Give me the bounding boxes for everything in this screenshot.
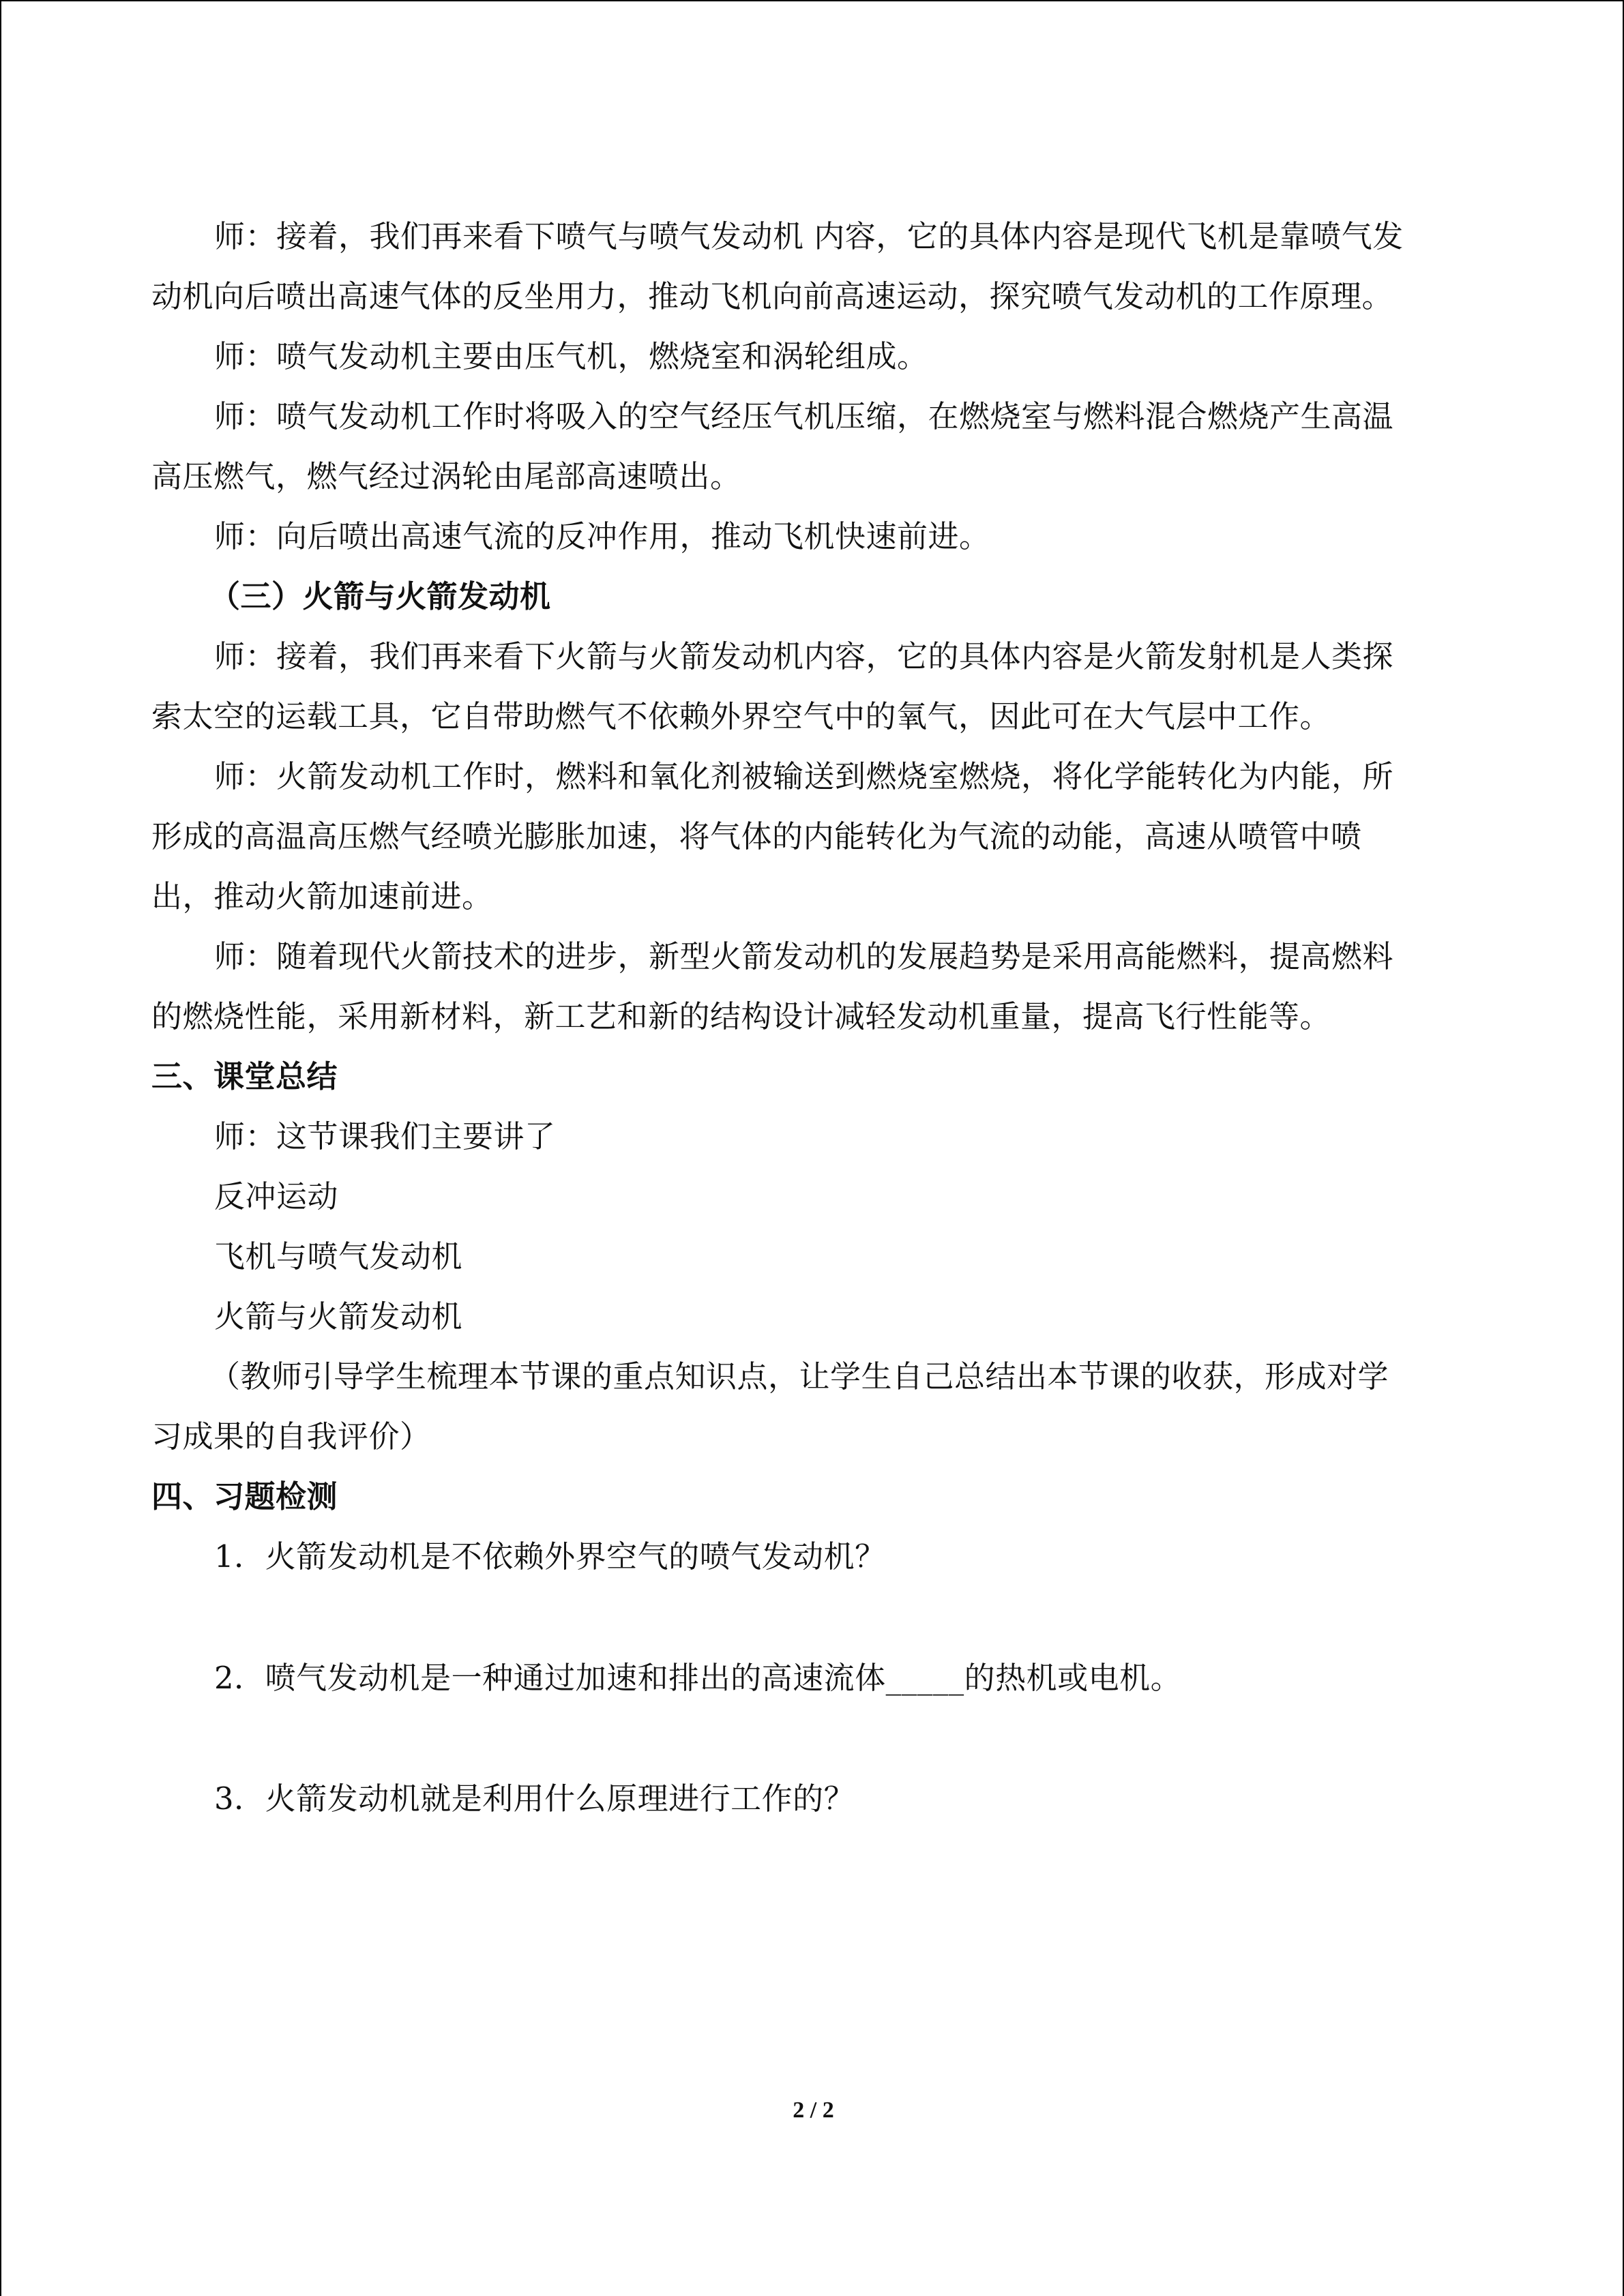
summary-item-jet: 飞机与喷气发动机 [214, 1238, 463, 1274]
paragraph-rocket-intro-line2: 索太空的运载工具，它自带助燃气不依赖外界空气中的氧气，因此可在大气层中工作。 [151, 698, 1331, 734]
paragraph-jet-engine-intro-line1: 师：接着，我们再来看下喷气与喷气发动机 内容，它的具体内容是现代飞机是靠喷气发 [214, 218, 1404, 254]
paragraph-jet-engine-working-line1: 师：喷气发动机工作时将吸入的空气经压气机压缩，在燃烧室与燃料混合燃烧产生高温 [214, 398, 1394, 434]
summary-item-recoil: 反冲运动 [214, 1178, 339, 1214]
summary-note-line2: 习成果的自我评价） [151, 1418, 431, 1455]
summary-intro: 师：这节课我们主要讲了 [214, 1118, 556, 1154]
exercise-question-1: 1．火箭发动机是不依赖外界空气的喷气发动机？ [214, 1538, 886, 1575]
exercise-question-2: 2．喷气发动机是一种通过加速和排出的高速流体_____的热机或电机。 [214, 1660, 1182, 1696]
section-heading-summary: 三、课堂总结 [151, 1058, 338, 1094]
exercise-question-3: 3．火箭发动机就是利用什么原理进行工作的？ [214, 1780, 855, 1817]
page-number: 2 / 2 [793, 2098, 834, 2123]
summary-item-rocket: 火箭与火箭发动机 [214, 1298, 463, 1335]
paragraph-rocket-intro-line1: 师：接着，我们再来看下火箭与火箭发动机内容，它的具体内容是火箭发射机是人类探 [214, 638, 1394, 674]
paragraph-rocket-working-line1: 师：火箭发动机工作时，燃料和氧化剂被输送到燃烧室燃烧，将化学能转化为内能，所 [214, 758, 1394, 794]
paragraph-jet-engine-working-line2: 高压燃气，燃气经过涡轮由尾部高速喷出。 [151, 458, 741, 494]
paragraph-rocket-working-line2: 形成的高温高压燃气经喷光膨胀加速，将气体的内能转化为气流的动能，高速从喷管中喷 [151, 818, 1362, 854]
summary-note-line1: （教师引导学生梳理本节课的重点知识点，让学生自己总结出本节课的收获，形成对学 [209, 1358, 1389, 1395]
paragraph-rocket-trend-line1: 师：随着现代火箭技术的进步，新型火箭发动机的发展趋势是采用高能燃料，提高燃料 [214, 938, 1394, 974]
section-heading-exercises: 四、习题检测 [151, 1478, 338, 1515]
paragraph-recoil-effect: 师：向后喷出高速气流的反冲作用，推动飞机快速前进。 [214, 518, 990, 554]
paragraph-rocket-working-line3: 出，推动火箭加速前进。 [151, 878, 493, 914]
paragraph-jet-engine-components: 师：喷气发动机主要由压气机，燃烧室和涡轮组成。 [214, 338, 928, 374]
subheading-rocket-engine: （三）火箭与火箭发动机 [209, 578, 551, 614]
paragraph-rocket-trend-line2: 的燃烧性能，采用新材料，新工艺和新的结构设计减轻发动机重量，提高飞行性能等。 [151, 998, 1331, 1034]
paragraph-jet-engine-intro-line2: 动机向后喷出高速气体的反坐用力，推动飞机向前高速运动，探究喷气发动机的工作原理。 [151, 278, 1393, 314]
